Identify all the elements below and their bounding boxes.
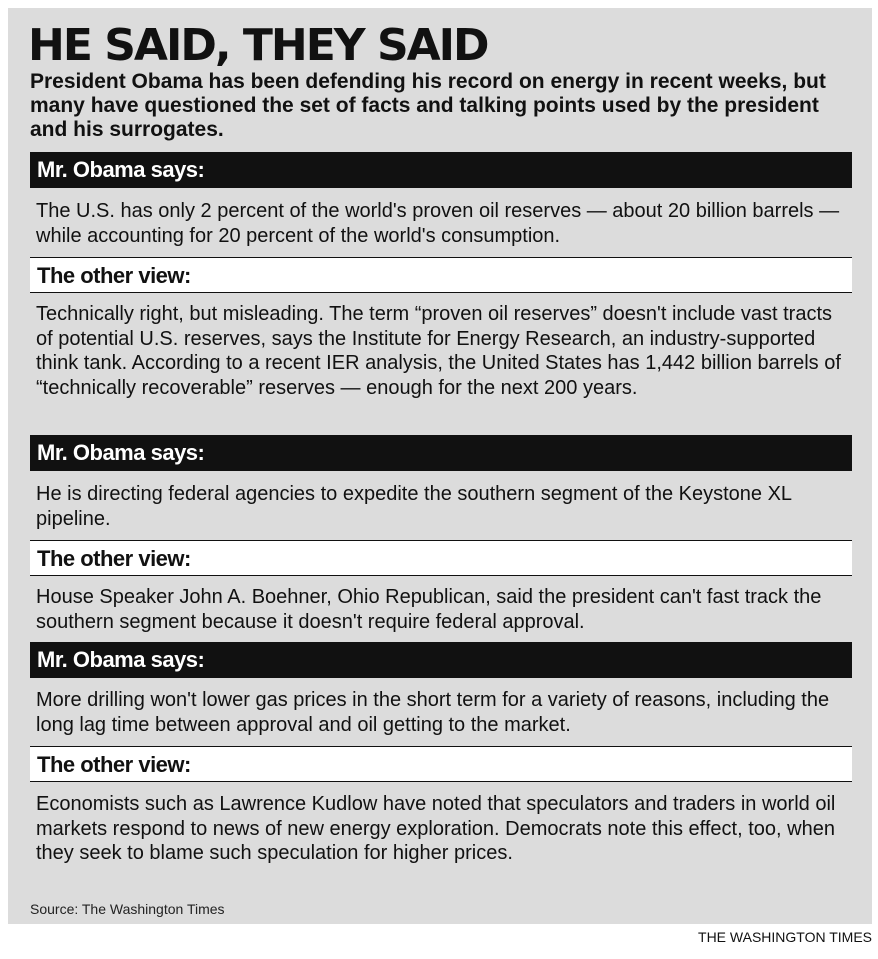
dek-intro: President Obama has been defending his record on energy in recent weeks, but many have questioned the set of facts and talking points used by the president and his surrogates. [30, 70, 826, 141]
obama-says-header-2: Mr. Obama says: [30, 435, 852, 471]
other-view-text-1: Technically right, but misleading. The term “proven oil reserves” doesn't include vast tracts of potential U.S. reserves, says the Institute for Energy Research, an industry-supported think tank. According to a recent IER analysis, the United States has 1,442 billion barrels of “technically recoverable” reserves — enough for the next 200 years. [36, 303, 841, 399]
other-view-header-1: The other view: [30, 257, 852, 293]
publisher-credit: THE WASHINGTON TIMES [698, 929, 872, 945]
obama-says-header-3: Mr. Obama says: [30, 642, 852, 678]
obama-says-header-1: Mr. Obama says: [30, 152, 852, 188]
source-line: Source: The Washington Times [30, 901, 225, 917]
obama-claim-2: He is directing federal agencies to expedite the southern segment of the Keystone XL pipeline. [36, 483, 792, 530]
obama-claim-3: More drilling won't lower gas prices in the short term for a variety of reasons, including the long lag time between approval and oil getting to the market. [36, 689, 830, 736]
obama-claim-1: The U.S. has only 2 percent of the world's proven oil reserves — about 20 billion barrels — while accounting for 20 percent of the world's consumption. [36, 200, 840, 247]
other-view-header-2: The other view: [30, 540, 852, 576]
other-view-text-2: House Speaker John A. Boehner, Ohio Republican, said the president can't fast track the southern segment because it doesn't require federal approval. [36, 586, 822, 633]
other-view-text-3: Economists such as Lawrence Kudlow have noted that speculators and traders in world oil markets respond to news of new energy exploration. Democrats note this effect, too, when they seek to blame such speculation for higher prices. [36, 793, 836, 864]
headline: HE SAID, THEY SAID [28, 20, 488, 71]
other-view-header-3: The other view: [30, 746, 852, 782]
